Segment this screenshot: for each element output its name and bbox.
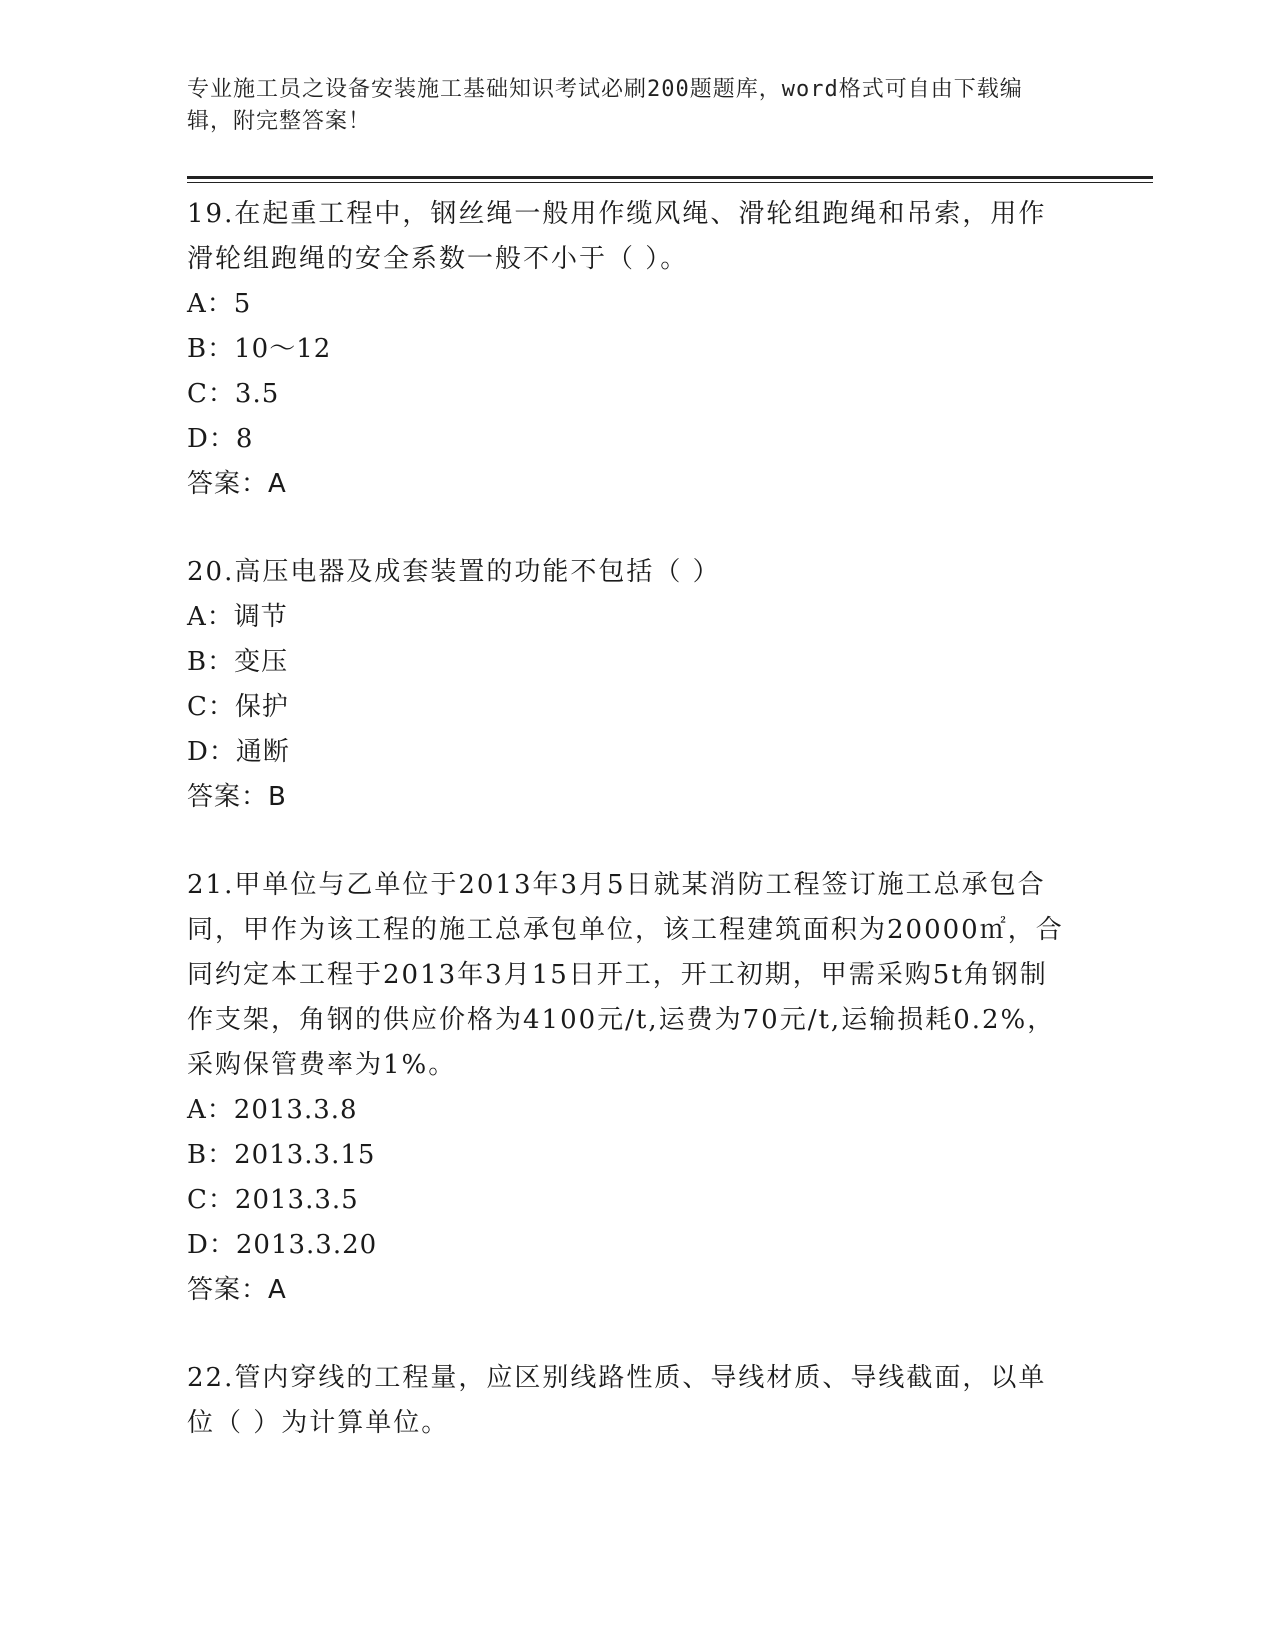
option-text: 保护 bbox=[234, 692, 289, 722]
header-divider-thick bbox=[187, 176, 1153, 179]
option-c bbox=[187, 372, 1067, 417]
document-header: 专业施工员之设备安装施工基础知识考试必刷200题题库，word格式可自由下载编辑，附完整答案！ bbox=[187, 77, 1023, 134]
option-c bbox=[187, 685, 1067, 730]
option-text: 2013.3.15 bbox=[234, 1140, 376, 1170]
option-key: D： bbox=[187, 1230, 236, 1260]
question-stem: 19.在起重工程中，钢丝绳一般用作缆风绳、滑轮组跑绳和吊索，用作滑轮组跑绳的安全系数一般不小于（ ）。 bbox=[187, 199, 1047, 274]
answer-line: 答案：A bbox=[187, 469, 287, 499]
option-key: B： bbox=[187, 647, 235, 677]
question-22 bbox=[187, 1356, 1067, 1446]
option-key: D： bbox=[187, 424, 236, 454]
option-text: 2013.3.5 bbox=[234, 1185, 359, 1215]
option-key: C： bbox=[187, 692, 235, 722]
header-divider-thin bbox=[187, 182, 1153, 183]
option-text: 调节 bbox=[233, 602, 288, 632]
option-key: D： bbox=[187, 737, 236, 767]
option-b bbox=[187, 1133, 1067, 1178]
option-a bbox=[187, 595, 1067, 640]
question-stem: 20.高压电器及成套装置的功能不包括（ ） bbox=[187, 557, 721, 587]
option-text: 通断 bbox=[235, 737, 290, 767]
option-key: C： bbox=[187, 379, 235, 409]
question-list bbox=[187, 192, 1067, 1490]
option-d bbox=[187, 730, 1067, 775]
answer-line: 答案：B bbox=[187, 782, 287, 812]
option-a bbox=[187, 282, 1067, 327]
question-20 bbox=[187, 550, 1067, 819]
question-21 bbox=[187, 863, 1067, 1312]
option-text: 8 bbox=[235, 424, 254, 454]
option-b bbox=[187, 327, 1067, 372]
option-text: 10～12 bbox=[234, 334, 332, 364]
option-d bbox=[187, 417, 1067, 462]
option-key: A： bbox=[187, 289, 234, 319]
option-key: A： bbox=[187, 602, 234, 632]
option-a bbox=[187, 1088, 1067, 1133]
option-key: B： bbox=[187, 1140, 235, 1170]
option-text: 3.5 bbox=[234, 379, 280, 409]
option-c bbox=[187, 1178, 1067, 1223]
option-text: 变压 bbox=[234, 647, 289, 677]
option-d bbox=[187, 1223, 1067, 1268]
option-key: B： bbox=[187, 334, 235, 364]
option-text: 5 bbox=[233, 289, 252, 319]
answer-line: 答案：A bbox=[187, 1275, 287, 1305]
option-text: 2013.3.20 bbox=[235, 1230, 378, 1260]
option-key: C： bbox=[187, 1185, 235, 1215]
question-stem: 22.管内穿线的工程量，应区别线路性质、导线材质、导线截面，以单位（ ）为计算单位。 bbox=[187, 1363, 1047, 1438]
question-stem: 21.甲单位与乙单位于2013年3月5日就某消防工程签订施工总承包合同，甲作为该工程的施工总承包单位，该工程建筑面积为20000㎡，合同约定本工程于2013年3月15日开工，开工初期，甲需采购5t角钢制作支架，角钢的供应价格为4100元/t,运费为70元/t,运输损耗0.2%，采购保管费率为1%。 bbox=[187, 870, 1064, 1080]
option-b bbox=[187, 640, 1067, 685]
option-text: 2013.3.8 bbox=[233, 1095, 358, 1125]
option-key: A： bbox=[187, 1095, 234, 1125]
question-19 bbox=[187, 192, 1067, 506]
